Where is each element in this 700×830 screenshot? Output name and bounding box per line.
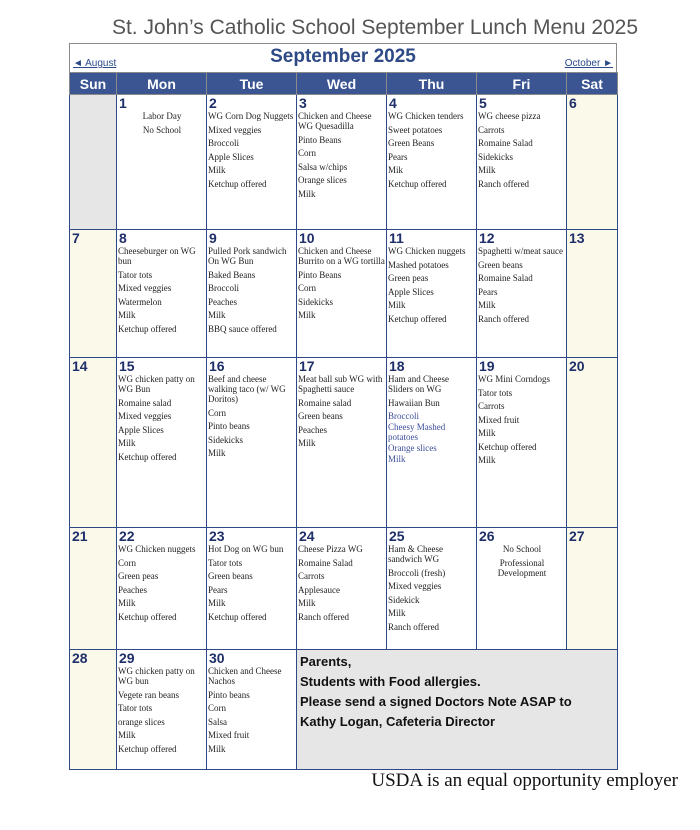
menu-item: Apple Slices (208, 151, 254, 162)
menu-item: Milk (478, 428, 496, 438)
day-number: 23 (209, 528, 225, 544)
menu-item: Milk (298, 598, 316, 608)
day-cell (567, 230, 618, 358)
day-cell (70, 528, 117, 650)
menu-item: Hawaiian Bun (388, 397, 440, 408)
menu-item: Labor Day (142, 111, 182, 121)
menu-item: Sidekick (388, 594, 420, 605)
menu-item: Milk (298, 188, 316, 199)
day-number: 29 (119, 650, 135, 666)
note-line: Please send a signed Doctors Note ASAP to (300, 694, 572, 709)
menu-item: Ketchup offered (388, 178, 447, 189)
menu-item: Mixed fruit (208, 730, 250, 740)
menu-item: Milk (298, 438, 316, 448)
weekday-mon: Mon (117, 73, 207, 95)
menu-item: WG Corn Dog Nuggets (208, 111, 294, 121)
weekday-fri: Fri (477, 73, 567, 95)
day-number: 3 (299, 95, 307, 111)
menu-item: Milk (478, 300, 496, 310)
menu-item: Ham and Cheese Sliders on WG (388, 374, 449, 394)
day-number: 10 (299, 230, 315, 246)
menu-item: Broccoli (208, 138, 239, 148)
day-number: 17 (299, 358, 315, 374)
day-number: 18 (389, 358, 405, 374)
menu-item: Pinto beans (208, 421, 250, 431)
menu-item: Tator tots (478, 387, 513, 398)
menu-items (118, 246, 206, 334)
menu-item: Sidekicks (208, 434, 243, 445)
day-cell (567, 358, 618, 528)
day-cell (117, 230, 207, 358)
day-number: 25 (389, 528, 405, 544)
menu-item: Milk (208, 448, 226, 458)
menu-item: Green peas (388, 273, 429, 283)
day-cell (297, 528, 387, 650)
menu-item: Cheese Pizza WG (298, 544, 363, 554)
day-cell (117, 528, 207, 650)
menu-item: Meat ball sub WG with Spaghetti sauce (298, 374, 383, 394)
day-number: 22 (119, 528, 135, 544)
menu-items-highlighted (388, 411, 476, 464)
day-cell (70, 230, 117, 358)
menu-item: Apple Slices (388, 286, 434, 297)
menu-item: Milk (208, 165, 226, 175)
weekday-sat: Sat (567, 73, 618, 95)
menu-items (208, 111, 296, 189)
week-row (70, 528, 618, 650)
weekday-tue: Tue (207, 73, 297, 95)
day-number: 12 (479, 230, 495, 246)
menu-item: Mixed veggies (208, 124, 262, 135)
menu-items (298, 111, 386, 199)
day-cell (477, 358, 567, 528)
menu-items (118, 666, 206, 754)
menu-item: Tator tots (118, 269, 153, 280)
menu-item: Milk (388, 300, 406, 310)
weekday-thu: Thu (387, 73, 477, 95)
day-number: 24 (299, 528, 315, 544)
allergy-note-text (298, 650, 617, 732)
day-cell (567, 95, 618, 230)
day-number: 15 (119, 358, 135, 374)
menu-item: Mixed veggies (118, 283, 172, 293)
day-number: 5 (479, 95, 487, 111)
day-number: 9 (209, 230, 217, 246)
menu-item: Baked Beans (208, 269, 256, 280)
day-cell (117, 358, 207, 528)
note-line: Parents, (300, 654, 352, 669)
menu-item: Tator tots (118, 703, 153, 713)
menu-item: Salsa (208, 716, 227, 727)
menu-item: Green beans (478, 259, 523, 270)
menu-item: Milk (388, 608, 406, 618)
usda-statement: USDA is an equal opportunity employer (371, 770, 678, 791)
day-cell (117, 650, 207, 770)
day-number: 30 (209, 650, 225, 666)
menu-item: WG Mini Corndogs (478, 374, 550, 384)
menu-items (298, 246, 386, 320)
day-cell (387, 95, 477, 230)
menu-item: Romaine Salad (478, 138, 533, 148)
menu-item: Carrots (478, 124, 505, 135)
week-row (70, 230, 618, 358)
menu-item: Peaches (298, 424, 327, 435)
menu-item: Ranch offered (388, 621, 440, 632)
menu-items (478, 246, 566, 324)
note-line: Students with Food allergies. (300, 674, 481, 689)
menu-item: Broccoli (208, 283, 239, 293)
day-cell (387, 358, 477, 528)
day-cell (207, 650, 297, 770)
menu-item: Corn (298, 148, 316, 158)
menu-item: Chicken and Cheese Burrito on a WG tortilla (298, 246, 385, 266)
menu-item: Ham & Cheese sandwich WG (388, 544, 443, 564)
menu-items (478, 111, 566, 189)
menu-item: Romaine salad (118, 397, 172, 408)
menu-item: Peaches (208, 296, 237, 307)
menu-items (208, 374, 296, 458)
menu-items (388, 544, 476, 632)
menu-item: Mik (388, 165, 404, 175)
day-cell (70, 95, 117, 230)
menu-item: Mixed veggies (388, 581, 442, 591)
menu-items (388, 246, 476, 324)
menu-item: Chicken and Cheese WG Quesadilla (298, 111, 372, 131)
day-number: 16 (209, 358, 225, 374)
menu-item: Milk (298, 310, 316, 320)
menu-item: Ketchup offered (388, 313, 447, 324)
note-line: Kathy Logan, Cafeteria Director (300, 714, 496, 729)
menu-item: Ketchup offered (208, 178, 267, 189)
menu-item: Green peas (118, 571, 159, 581)
menu-item: Milk (208, 310, 226, 320)
menu-item: Cheeseburger on WG bun (118, 246, 196, 266)
menu-item: Tator tots (208, 557, 243, 568)
menu-item: Orange slices (388, 443, 437, 453)
calendar (69, 43, 617, 770)
menu-item: Pinto beans (208, 689, 250, 700)
next-month-link[interactable]: October ► (564, 58, 613, 69)
day-cell (477, 95, 567, 230)
menu-item: WG Chicken nuggets (118, 544, 196, 554)
week-row (70, 358, 618, 528)
day-cell (477, 528, 567, 650)
menu-item: Sweet potatoes (388, 124, 443, 135)
menu-item: Salsa w/chips (298, 161, 348, 172)
menu-item: Sidekicks (298, 296, 333, 307)
menu-item: Watermelon (118, 296, 162, 307)
menu-item: Pears (208, 584, 228, 595)
menu-item: Pears (478, 286, 498, 297)
day-cell (207, 528, 297, 650)
weekday-wed: Wed (297, 73, 387, 95)
menu-item: Ranch offered (478, 178, 530, 189)
day-number: 6 (569, 95, 577, 111)
menu-item: Professional Development (497, 557, 547, 578)
menu-item: Milk (208, 743, 226, 754)
day-cell (477, 230, 567, 358)
menu-item: Milk (118, 598, 136, 608)
menu-item: Ketchup offered (478, 441, 537, 452)
menu-item: Milk (478, 165, 496, 175)
menu-item: Ketchup offered (118, 743, 177, 754)
menu-items (298, 374, 386, 448)
calendar-nav (69, 43, 617, 72)
day-cell (207, 230, 297, 358)
menu-item: Mashed potatoes (388, 259, 449, 270)
day-cell (387, 230, 477, 358)
day-number: 7 (72, 230, 80, 246)
menu-item: orange slices (118, 716, 165, 727)
menu-item: Carrots (298, 571, 325, 581)
menu-item: Beef and cheese walking taco (w/ WG Doritos) (208, 374, 286, 404)
menu-item: Broccoli (fresh) (388, 567, 446, 578)
day-cell (297, 230, 387, 358)
day-number: 13 (569, 230, 585, 246)
day-number: 1 (119, 95, 127, 111)
menu-item: Ketchup offered (118, 323, 177, 334)
menu-item: BBQ sauce offered (208, 323, 277, 334)
menu-item: Romaine salad (298, 397, 352, 408)
menu-item: Green beans (208, 571, 253, 581)
menu-item: Pinto Beans (298, 134, 342, 145)
menu-item: Hot Dog on WG bun (208, 544, 284, 554)
calendar-grid (69, 72, 618, 770)
menu-item: Vegete ran beans (118, 689, 179, 700)
menu-item: Peaches (118, 584, 147, 595)
menu-item: Ranch offered (478, 313, 530, 324)
menu-items (118, 111, 206, 135)
menu-item: Carrots (478, 401, 505, 411)
menu-item: Corn (208, 407, 226, 418)
menu-item: Corn (298, 283, 316, 293)
menu-items (208, 246, 296, 334)
day-number: 19 (479, 358, 495, 374)
menu-item: Ketchup offered (208, 611, 267, 622)
week-row (70, 95, 618, 230)
menu-items (118, 374, 206, 462)
menu-item: WG chicken patty on WG Bun (118, 374, 195, 394)
menu-item: Milk (118, 438, 136, 448)
day-cell (70, 650, 117, 770)
menu-item: Milk (208, 598, 226, 608)
day-number: 2 (209, 95, 217, 111)
day-number: 20 (569, 358, 585, 374)
weekday-sun: Sun (70, 73, 117, 95)
menu-items (478, 544, 566, 578)
prev-month-link[interactable]: ◄ August (73, 58, 117, 69)
menu-items (478, 374, 566, 465)
menu-item: Broccoli (388, 411, 419, 421)
menu-item: WG Chicken nuggets (388, 246, 466, 256)
menu-item: Corn (118, 557, 136, 568)
menu-item: Ranch offered (298, 611, 350, 622)
menu-item: Green Beans (388, 138, 435, 148)
menu-item: Pulled Pork sandwich On WG Bun (208, 246, 287, 266)
menu-item: Mixed veggies (118, 411, 172, 421)
menu-item: Corn (208, 703, 226, 713)
menu-items (208, 544, 296, 622)
menu-item: Chicken and Cheese Nachos (208, 666, 282, 686)
day-cell (297, 358, 387, 528)
day-cell (207, 95, 297, 230)
menu-item: Pinto Beans (298, 269, 342, 280)
allergy-note (297, 650, 618, 770)
menu-item: Milk (118, 310, 136, 320)
menu-items (118, 544, 206, 622)
day-number: 14 (72, 358, 88, 374)
menu-item: WG cheese pizza (478, 111, 541, 121)
menu-item: Pears (388, 151, 408, 162)
day-number: 8 (119, 230, 127, 246)
menu-item: Milk (118, 730, 136, 740)
day-cell (207, 358, 297, 528)
menu-item: Green beans (298, 411, 343, 421)
menu-item: Romaine Salad (478, 273, 533, 283)
menu-items (208, 666, 296, 754)
menu-item: Milk (478, 455, 496, 465)
menu-items (388, 374, 476, 408)
menu-item: Spaghetti w/meat sauce (478, 246, 563, 256)
menu-item: Ketchup offered (118, 611, 177, 622)
day-cell (387, 528, 477, 650)
menu-item: Mixed fruit (478, 414, 520, 425)
menu-item: WG chicken patty on WG bun (118, 666, 195, 686)
menu-items (298, 544, 386, 622)
day-cell (297, 95, 387, 230)
menu-item: Sidekicks (478, 151, 513, 162)
menu-item: Orange slices (298, 175, 347, 185)
menu-item: Apple Slices (118, 424, 164, 435)
menu-item: Cheesy Mashed potatoes (388, 422, 446, 442)
menu-item: Applesauce (298, 584, 340, 595)
menu-item: Ketchup offered (118, 451, 177, 462)
month-title: September 2025 (270, 46, 416, 67)
day-cell (70, 358, 117, 528)
weekday-header (70, 73, 618, 95)
week-row (70, 650, 618, 770)
day-number: 11 (389, 230, 404, 246)
day-cell (117, 95, 207, 230)
menu-item: Romaine Salad (298, 557, 353, 568)
day-number: 4 (389, 95, 397, 111)
menu-item: No School (502, 544, 542, 554)
menu-item: WG Chicken tenders (388, 111, 464, 121)
day-number: 27 (569, 528, 585, 544)
day-number: 26 (479, 528, 495, 544)
day-cell (567, 528, 618, 650)
menu-item: No School (142, 124, 182, 135)
menu-items (388, 111, 476, 189)
menu-item: Milk (388, 454, 406, 464)
menu-title: St. John’s Catholic School September Lunch Menu 2025 (111, 16, 639, 39)
day-number: 21 (72, 528, 88, 544)
day-number: 28 (72, 650, 88, 666)
